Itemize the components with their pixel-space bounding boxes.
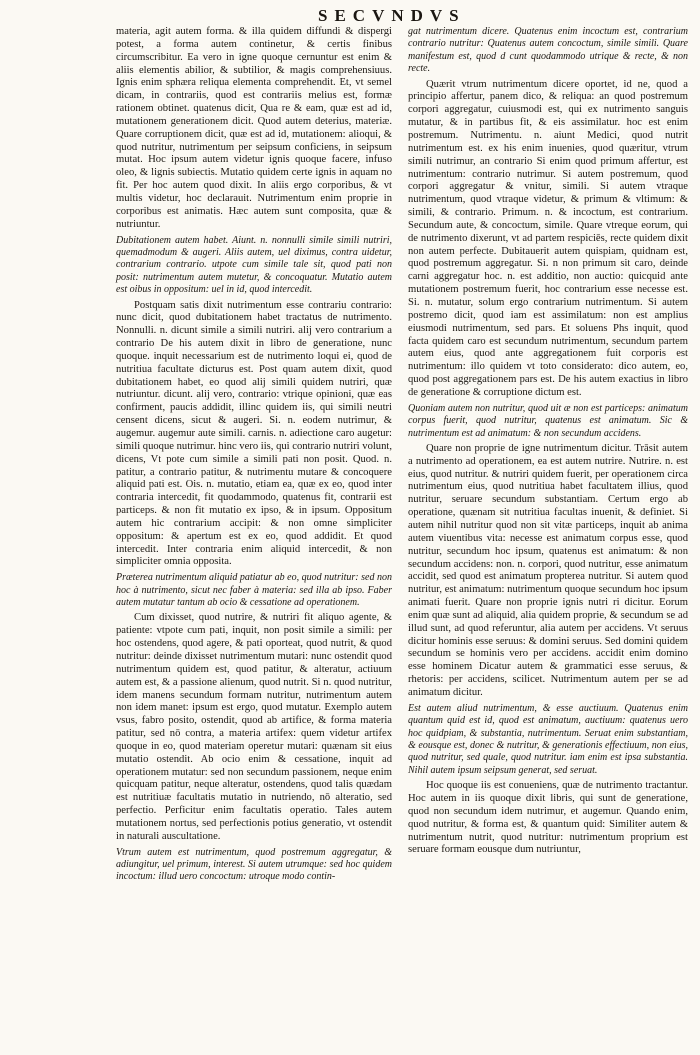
- aristotle-text: gat nutrimentum dicere. Quatenus enim incoctum est, contrarium contrario nutritur: Quatenus autem concoctum, simile simili. Quare manifestum est, quod d cunt quodammodo utrique & recte, & non recte.: [408, 26, 688, 75]
- paragraph: Quærit vtrum nutrimentum dicere oportet, id ne, quod a principio affertur, panem dico, & reliqua: an quod postremum corpori aggregatur, cuiusmodi est, qui ex nutrimento sanguis mutatur, & in partibus fit, & eis assimilatur. hoc est enim postremum. Nutrimentu. n. aiunt Medici, quod nutrit nutrimentum est. ex his enim inuenies, quod quæritur, vtrum simili nutrimur, an contrario Si enim quod primum affertur, est nutrimentum: contrario nutrimur. Si autem postremum, quod corpori aggregatur & vnitur, simili. Si autem vtraque nutrimentum, quod vtraque videtur, & primum & vltimum: & simili, & contrario. Primum. n. & incoctum, est contrarium. Secundum aute, & concoctum, simile. Quare vtreque eorum, qui de nutrimento dixerunt, vt ad partem respiciēs, recte quidem dixit non autem perfecte. Dubitauerit autem quispiam, quidnam est, quod postremum aggregatur. Si. n non primum sit caro, deinde carni aggregatur hoc. n. est additio, non auctio: quicquid ante mutationem postremum fuerit, hoc contrarium esse necesse est. Si. n. mutatur, solum ergo contrarium nutrimentum. Si autem postremo dicit, quod iam est assimilatum: non est amplius eiusmodi nutrimentum, sed pars. Et soluens Phs inquit, quod facta quidem caro est secundum nutrimentum, secundum partem autem eius, quod ante aggregationem fuit corporis est nutrimentum: illo quidem vt toto considerato: dico autem, eo, quod post aggregationem pars est. De his autem exactius in libro de generatione & corruptione dictum est.: [408, 78, 688, 398]
- paragraph: Cum dixisset, quod nutrire, & nutriri fit aliquo agente, & patiente: vtpote cum pati, inquit, non posit simile a simili: per hoc ostendens, quod agere, & pati oporteat, quod nutrit, & quod nutritur: deinde dixisset nutrimentum mutari: nunc ostendit quod nutrimentum quidem est, quod patitur, & alteratur, actiuum autem est, & a passione alienum, quod nutrit. Si n. quod nutritur, idem manens secundum formam nutritur, nutrimentum autem non idem manet: ipsum est ergo, quod mutatur. Exemplo autem vsus, fabro posito, ostendit, quod ab artifice, & forma materia patitur, sed nō contra, a materia artifex: quem videtur artifex quoque in eo, quod materiam operetur mutari: quænam sit eius mutatio ostendit. Ab ocio enim & cessatione, inquit ad operationem mutatur: sed non secundum passionem, neque enim quicquam patitur, neque alteratur, ostendens, quod talis quædam est nutritiuæ facultatis mutatio in nutriendo, nō alteratio, sed perfectio. Perficitur enim facultatis operatio. Tales autem mutationem nortus, sed perfectionis potius generatio, vt ostendit in naturali auscultatione.: [116, 612, 392, 842]
- aristotle-text: Quoniam autem non nutritur, quod uit æ non est particeps: animatum corpus fuerit, quod nutritur, quatenus est animatum. Sic & nutrimentum est ad animatum: & non secundum accidens.: [408, 402, 688, 439]
- aristotle-text: Est autem aliud nutrimentum, & esse auctiuum. Quatenus enim quantum quid est id, quod est animatum, auctiuum: quatenus uero hoc quidpiam, & substantia, nutrimentum. Seruat enim substantiam, & eousque est, donec & nutritur, & generationis effectiuum, non eius, quod nutritur, sed quale, quod nutritur. iam enim est ipsa substantia. Nihil autem ipsum seipsum generat, sed seruat.: [408, 702, 688, 776]
- running-head: SECVNDVS: [318, 6, 466, 25]
- left-column: [116, 26, 392, 887]
- paragraph: Postquam satis dixit nutrimentum esse contrariu contrario: nunc dicit, quod dubitationem habet tractatus de nutrimento. Nonnulli. n. dicunt simile a simili nutriri. alij vero contrarium a contrario De his autem dixit in libro de generatione, nunc quoque. inquit necessarium est de nutrimento loqui ei, quod de nutritiua facultate dicturus est. Post quam autem dixit, quod dubitationem habet, eo quod alij simili quidem nutriri, quæ nutriuntur. dicunt. alij vero, contrario: vtrique opinioni, quæ eas confirment, paucis addidit, illinc quidem iis, qui simili neutri censent dicens, sicut & augeri. Si. n. eodem nutrimur, & augemur. augemur aute simili. carnis. n. adiectione caro augetur: simili quoque nutrimur. hinc vero iis, qui contrario nutriri volunt, dicens, Vt pote cum simile a simili pati non posit. Quod. n. patitur, a contrario patitur, & nutrimentu mutare & concoquere aliquid pati est. Ois. n. mutatio, etiam ea, quæ ex eo, quod inter contraria intercedit, fit quodammodo, quatenus fit, contrarii est particeps. & non fit mutatio ex ipso, & in ipsum. Oppositum autem hic contrarium accipit: & non omne simpliciter oppositum: & apertum est ex eo, quod addidit. Et quod intercedit. Inter contraria enim aliquid intercedit, & non simpliciter omnia opposita.: [116, 299, 392, 568]
- right-column: [408, 26, 688, 860]
- paragraph: Hoc quoque iis est conueniens, quæ de nutrimento tractantur. Hoc autem in iis quoque dixit libris, qui sunt de generatione, quod non secundum idem nutrimur, et augemur. Quando enim, quod nutritur, & forma est, & quantum quid: Similiter autem & nutrimentum nutrit, quod nutritur: nutrimentum proprium est seruare formam eousque dum nutriuntur,: [408, 780, 688, 856]
- paragraph: Quare non proprie de igne nutrimentum dicitur. Trāsit autem a nutrimento ad operationem, ea est autem nutrire. Nutrire. n. est eius, quod nutritur. & nutriri quidem fuerit, per operationem circa nutrimentum eius, quod nutritiua habet facultatem illius, quod nutritur, seruare secundum substantiam. Certum ergo ab operatione, quænam sit nutritiua facultas inuenit, & definiet. Si autem nihil nutritur quod non sit vitæ particeps, inquit ab anima autem viuentibus vita: necesse est animatum corpus esse, quod nutritur, secundum hoc ipsum, quatenus est animatum: & non secundum accidens: non. n. corpori, quod nutritur, esse animatum accidit, sed quod est animatum propterea nutritur. Si autem quod nutritur, est animatum: nutrimentum quoque secundum hoc ipsum animati fuerit. Quare non proprie ignis nutri ri dicitur. Eorum enim quæ sunt ad aliquid, alia quidem proprie, & secundum se ad illud sunt, ad quod referuntur, alia autem per accidens. Vt seruus dicitur hominis esse seruus: & domini seruus. Sed domini quidem secundum se hominis vero per accidens. accidit enim domino esse hominem Dicatur autem & grammatici esse seruus, & rhetoris: per accidens, scilicet. Nutrimentum autem per se ad animatum dicitur.: [408, 442, 688, 698]
- aristotle-text: Vtrum autem est nutrimentum, quod postremum aggregatur, & adiungitur, uel primum, interest. Si autem utrumque: sed hoc quidem incoctum: illud uero concoctum: utroque modo contin-: [116, 846, 392, 883]
- aristotle-text: Præterea nutrimentum aliquid patiatur ab eo, quod nutritur: sed non hoc à nutrimento, sicut nec faber à materia: sed illa ab ipso. Faber autem mutatur tantum ab ocio & cessatione ad operationem.: [116, 572, 392, 609]
- aristotle-text: Dubitationem autem habet. Aiunt. n. nonnulli simile simili nutriri, quemadmodum & augeri. Aliis autem, uel diximus, contra uidetur, contrarium contrario. utpote cum simile tale sit, quod pati non posit: nutrimentum autem mutetur, & concoquatur. Mutatio autem est oibus in oppositum: uel in id, quod intercedit.: [116, 234, 392, 296]
- paragraph: materia, agit autem forma. & illa quidem diffundi & dispergi potest, a forma autem continetur, & certis finibus circumscribitur. Ea vero in igne quoque cernuntur est enim & aliis elementis abilior, & subtilior, & magis comprehensiuus. Ignis enim sphæra reliqua elementa comprehendit. Et, vt semel dicam, in contrariis, quod est contrariis melius est, formæ rationem obtinet. quatenus dicit, Qua re & eam, quæ est ad id, mutationem generationem dicit. Quod autem deterius, materiæ. Quare corruptionem dicit, quæ est ad id, mutationem: alioqui, & quod nutritur, nutrimentum per seipsum conficiens, in seipsum mutat. Hoc ipsum autem videtur ignis quoque facere, infuso oleo, & lignis subiectis. Mutatio quidem certe ignis in aquam no fit. Per hoc autem quod dixit. In aliis ergo corporibus, & vt multis videtur, hoc declarauit. Nutrimentum enim proprie in corporibus est animatis. Hæc autem sunt composita, quæ & nutriuntur.: [116, 26, 392, 230]
